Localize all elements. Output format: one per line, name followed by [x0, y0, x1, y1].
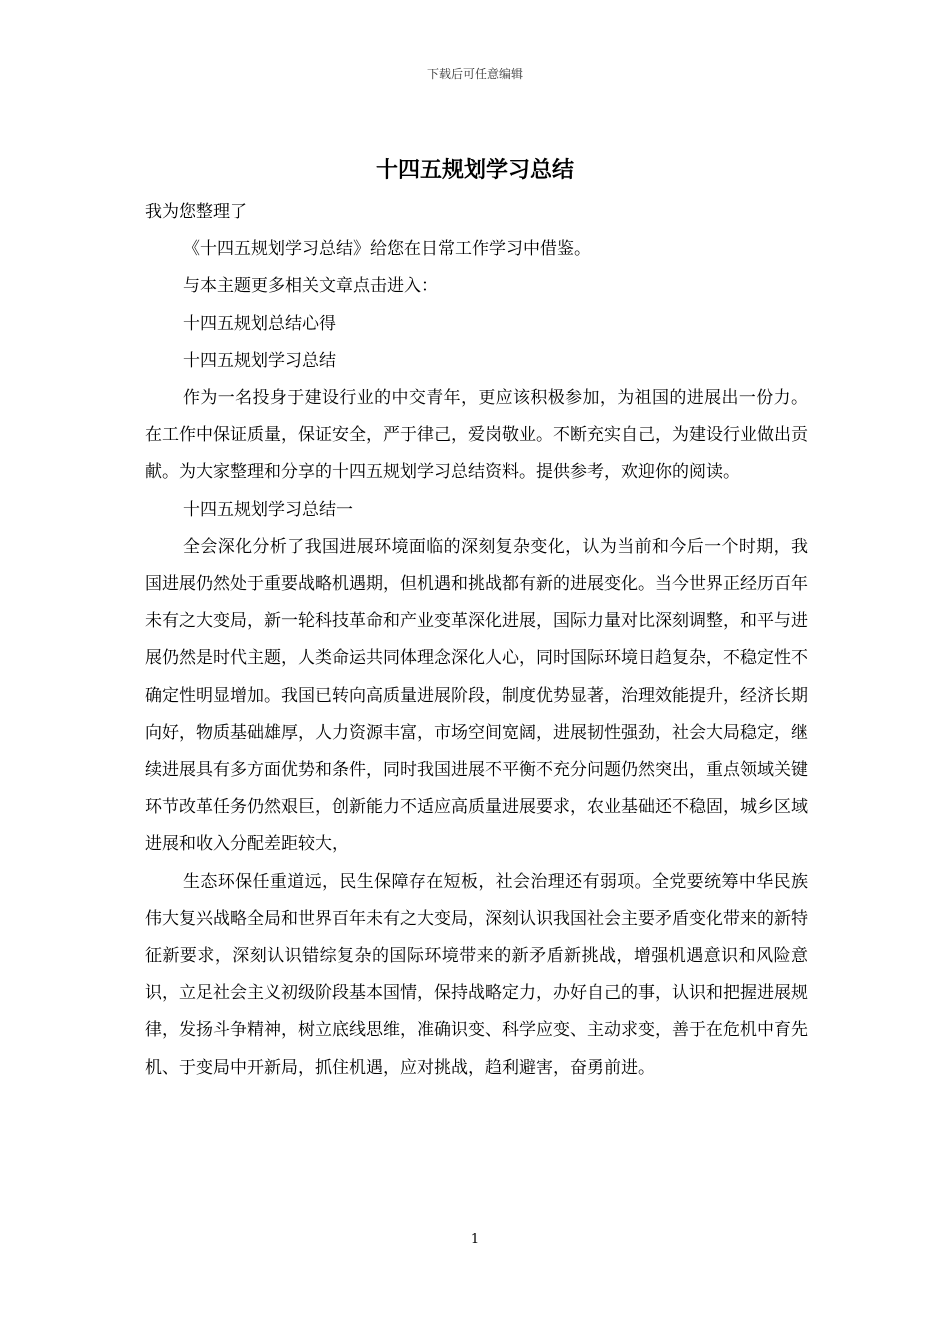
paragraph: 生态环保任重道远，民生保障存在短板，社会治理还有弱项。全党要统筹中华民族伟大复兴战略全局和世界百年未有之大变局，深刻认识我国社会主要矛盾变化带来的新特征新要求，深刻认识错综复杂的国际环境带来的新矛盾新挑战，增强机遇意识和风险意识，立足社会主义初级阶段基本国情，保持战略定力，办好自己的事，认识和把握进展规律，发扬斗争精神，树立底线思维，准确识变、科学应变、主动求变，善于在危机中育先机、于变局中开新局，抓住机遇，应对挑战，趋利避害，奋勇前进。	[145, 871, 808, 1078]
document-body	[145, 194, 808, 1087]
header-note: 下载后可任意编辑	[426, 67, 523, 81]
paragraph: 与本主题更多相关文章点击进入：	[183, 276, 438, 297]
paragraph: 十四五规划学习总结	[183, 350, 336, 371]
paragraph: 我为您整理了	[145, 202, 247, 222]
paragraph: 作为一名投身于建设行业的中交青年，更应该积极参加，为祖国的进展出一份力。在工作中保证质量，保证安全，严于律己，爱岗敬业。不断充实自己，为建设行业做出贡献。为大家整理和分享的十四五规划学习总结资料。提供参考，欢迎你的阅读。	[145, 388, 808, 483]
document-title: 十四五规划学习总结	[375, 157, 574, 183]
paragraph: 全会深化分析了我国进展环境面临的深刻复杂变化，认为当前和今后一个时期，我国进展仍然处于重要战略机遇期，但机遇和挑战都有新的进展变化。当今世界正经历百年未有之大变局，新一轮科技革命和产业变革深化进展，国际力量对比深刻调整，和平与进展仍然是时代主题，人类命运共同体理念深化人心，同时国际环境日趋复杂，不稳定性不确定性明显增加。我国已转向高质量进展阶段，制度优势显著，治理效能提升，经济长期向好，物质基础雄厚，人力资源丰富，市场空间宽阔，进展韧性强劲，社会大局稳定，继续进展具有多方面优势和条件，同时我国进展不平衡不充分问题仍然突出，重点领域关键环节改革任务仍然艰巨，创新能力不适应高质量进展要求，农业基础还不稳固，城乡区域进展和收入分配差距较大，	[145, 536, 808, 855]
paragraph: 十四五规划总结心得	[183, 313, 336, 334]
paragraph: 《十四五规划学习总结》给您在日常工作学习中借鉴。	[183, 239, 591, 260]
paragraph: 十四五规划学习总结一	[183, 499, 353, 520]
page-number: 1	[470, 1232, 480, 1247]
